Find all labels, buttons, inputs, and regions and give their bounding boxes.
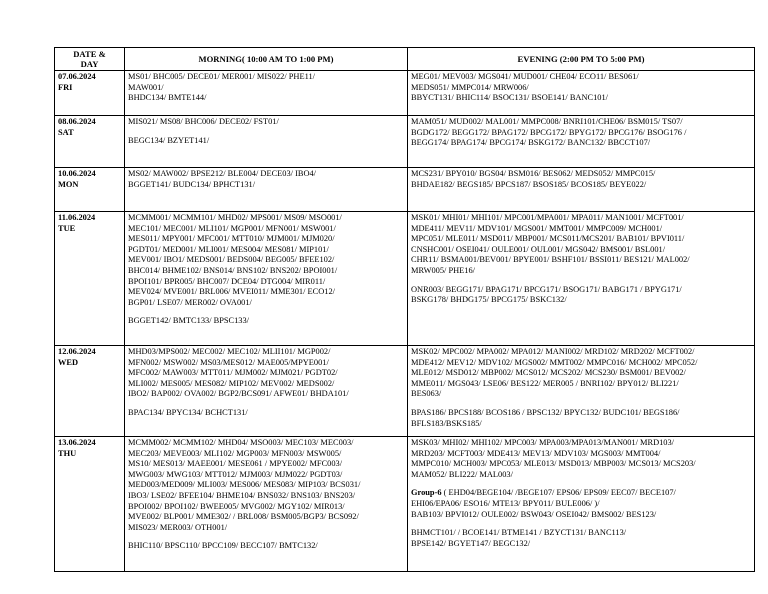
morning-cell xyxy=(125,168,408,212)
evening-cell xyxy=(408,212,755,346)
course-list: MSK02/ MPC002/ MPA002/ MPA012/ MANI002/ MRD102/ MRD202/ MCFT002/ MDE412/ MEV12/ MDV102/ MGS002/ MMT002/ MMPC016/ MCH002/ MPC052/ MLE012/ MSD012/ MBP002/ MCS012/ MCS202/ MCS230/ BSM001/ BEV002/ MME011/ MGS043/ LSE06/ BES122/ MER005 / BNRI102/ BPY012/ BLI221/ BES063/ xyxy=(411,347,698,399)
table-row xyxy=(55,168,755,212)
date: 08.06.2024 xyxy=(58,117,96,126)
course-list: MSK01/ MHI01/ MHI101/ MPC001/MPA001/ MPA011/ MAN1001/ MCFT001/ MDE411/ MEV11/ MDV101/ MGS001/ MMT001/ MMPC009/ MCH001/ MPC051/ MLE011/ MSD011/ MBP001/ MCS011/MCS201/ BAB101/ BPVI011/ CNSHC001/ OSEI041/ OULE001/ OUL001/ MGS042/ BMS001/ BSL001/ CHR11/ BSMA001/BEV001/ BPYE001/ BSHF101/ BSSI011/ BES121/ MAL002/ MRW005/ PHE16/ xyxy=(411,213,690,275)
evening-cell xyxy=(408,437,755,572)
course-list: BPAC134/ BPYC134/ BCHCT131/ xyxy=(128,407,248,417)
course-list: BEGC134/ BZYET141/ xyxy=(128,135,210,145)
date: 10.06.2024 xyxy=(58,169,96,178)
day: MON xyxy=(58,179,79,189)
date-cell xyxy=(55,437,125,572)
group-course-list xyxy=(411,488,751,520)
course-list: MSK03/ MHI02/ MHI102/ MPC003/ MPA003/MPA013/MAN001/ MRD103/ MRD203/ MCFT003/ MDE413/ MEV13/ MDV103/ MGS003/ MMT004/ MMPC010/ MCH003/ MPC053/ MLE013/ MSD013/ MBP003/ MCS013/ MCS203/ MAM052/ BLI222/ MAL003/ xyxy=(411,438,696,479)
group-label: Group-6 xyxy=(411,488,442,498)
header-date-day: DATE & DAY xyxy=(55,48,125,71)
course-list: MCMM002/ MCMM102/ MHD04/ MSO003/ MEC103/ MEC003/ MEC203/ MEVE003/ MLI102/ MGP003/ MFN003/ MSW005/ MS10/ MES013/ MAEE001/ MESE061 / MPYE002/ MFC003/ MWG003/ MWG103/ MTT012/ MJM003/ MJM022/ PGDT03/ MED003/MED009/ MLI003/ MES006/ MES083/ MIP103/ BCS031/ IBO3/ LSE02/ BFEE104/ BHME104/ BNS032/ BNS103/ BNS203/ BPOI002/ BPOI102/ BWEE005/ MVG002/ MGY102/ MIR013/ MVE002/ BLP001/ MME302/ / BRL008/ BSM005/BGP3/ BCS092/ MIS023/ MER003/ OTH001/ xyxy=(128,438,361,532)
evening-cell xyxy=(408,346,755,437)
header-morning: MORNING( 10:00 AM TO 1:00 PM) xyxy=(125,48,408,71)
table-row xyxy=(55,437,755,572)
day: THU xyxy=(58,448,77,458)
date-cell xyxy=(55,116,125,168)
evening-cell xyxy=(408,116,755,168)
date-cell xyxy=(55,71,125,116)
group-courses: ( EHD04/BEGE104/ /BEGE107/ EPS06/ EPS09/ EEC07/ BECE107/ EHI06/EPA06/ ESO16/ MTE13/ BPY011/ BULE006/ )/ BAB103/ BPVI012/ OULE002/ BSW043/ OSEI042/ BMS002/ BES123/ xyxy=(411,488,676,519)
morning-cell xyxy=(125,437,408,572)
morning-cell xyxy=(125,212,408,346)
date-cell xyxy=(55,212,125,346)
date: 13.06.2024 xyxy=(58,438,96,447)
course-list: MIS021/ MS08/ BHC006/ DECE02/ FST01/ xyxy=(128,117,279,126)
date-cell xyxy=(55,346,125,437)
day: TUE xyxy=(58,223,76,233)
course-list: MS02/ MAW002/ BPSE212/ BLE004/ DECE03/ IBO4/ BGGET141/ BUDC134/ BPHCT131/ xyxy=(128,169,317,189)
evening-cell xyxy=(408,71,755,116)
table-row xyxy=(55,212,755,346)
morning-cell xyxy=(125,116,408,168)
morning-cell xyxy=(125,346,408,437)
day: FRI xyxy=(58,82,73,92)
course-list: MHD03/MPS002/ MEC002/ MEC102/ MLII101/ MGP002/ MFN002/ MSW002/ MS03/MES012/ MAE005/MPYE001/ MFC002/ MAW003/ MTT011/ MJM002/ MJM021/ PGDT02/ MLI002/ MES005/ MES082/ MIP102/ MEV002/ MEDS002/ IBO2/ BAP002/ OVA002/ BGP2/BCS091/ AFWE01/ BHDA101/ xyxy=(128,347,349,399)
course-list: ONR003/ BEGG171/ BPAG171/ BPCG171/ BSOG171/ BABG171 / BPYG171/ BSKG178/ BHDG175/ BPCG175/ BSKC132/ xyxy=(411,284,682,305)
day: SAT xyxy=(58,127,74,137)
course-list: MEG01/ MEV003/ MGS041/ MUD001/ CHE04/ ECO11/ BES061/ MEDS051/ MMPC014/ MRW006/ BBYCT131/ BHIC114/ BSOC131/ BSOE141/ BANC101/ xyxy=(411,72,639,103)
course-list: MS01/ BHC005/ DECE01/ MER001/ MIS022/ PHE11/ MAW001/ BHDC134/ BMTE144/ xyxy=(128,72,315,103)
course-list: MCS231/ BPY010/ BGS04/ BSM016/ BES062/ MEDS052/ MMPC015/ BHDAE182/ BEGS185/ BPCS187/ BSOS185/ BCOS185/ BEYE022/ xyxy=(411,169,656,189)
course-list: BGGET142/ BMTC133/ BPSC133/ xyxy=(128,316,249,326)
day: WED xyxy=(58,357,79,367)
date: 11.06.2024 xyxy=(58,213,96,222)
header-evening: EVENING (2:00 PM TO 5:00 PM) xyxy=(408,48,755,71)
course-list: MCMM001/ MCMM101/ MHD02/ MPS001/ MS09/ MSO001/ MEC101/ MEC001/ MLI101/ MGP001/ MFN001/ MSW001/ MES011/ MPY001/ MFC001/ MTT010/ MJM001/ MJM020/ PGDT01/ MED001/ MLI001/ MES004/ MES081/ MIP101/ MEV001/ IBO1/ MEDS001/ BEDS004/ BEG005/ BFEE102/ BHC014/ BHME102/ BNS014/ BNS102/ BNS202/ BPOI001/ BPOI101/ BPR005/ BHC007/ DCE04/ DTG004/ MIR011/ MEV024/ MVE001/ BRL006/ MVEI011/ MME301/ ECO12/ BGP01/ LSE07/ MER002/ OVA001/ xyxy=(128,213,342,307)
exam-schedule-table xyxy=(54,47,755,572)
date-cell xyxy=(55,168,125,212)
date: 07.06.2024 xyxy=(58,72,96,81)
evening-cell xyxy=(408,168,755,212)
course-list: BHIC110/ BPSC110/ BPCC109/ BECC107/ BMTC132/ xyxy=(128,541,318,551)
course-list: BPAS186/ BPCS188/ BCOS186 / BPSC132/ BPYC132/ BUDC101/ BEGS186/ BFLS183/BSKS185/ xyxy=(411,407,680,428)
header-row xyxy=(55,48,755,71)
table-row xyxy=(55,116,755,168)
morning-cell xyxy=(125,71,408,116)
course-list: BHMCT101/ / BCOE141/ BTME141 / BZYCT131/ BANC113/ BPSE142/ BGYET147/ BEGC132/ xyxy=(411,528,627,548)
table-row xyxy=(55,71,755,116)
table-row xyxy=(55,346,755,437)
date: 12.06.2024 xyxy=(58,347,96,356)
course-list: MAM051/ MUD002/ MAL001/ MMPC008/ BNRI101/CHE06/ BSM015/ TS07/ BGDG172/ BEGG172/ BPAG172/ BPCG172/ BPYG172/ BPCG176/ BSOG176 / BEGG174/ BPAG174/ BPCG174/ BSKG172/ BANC132/ BBCCT107/ xyxy=(411,117,687,148)
